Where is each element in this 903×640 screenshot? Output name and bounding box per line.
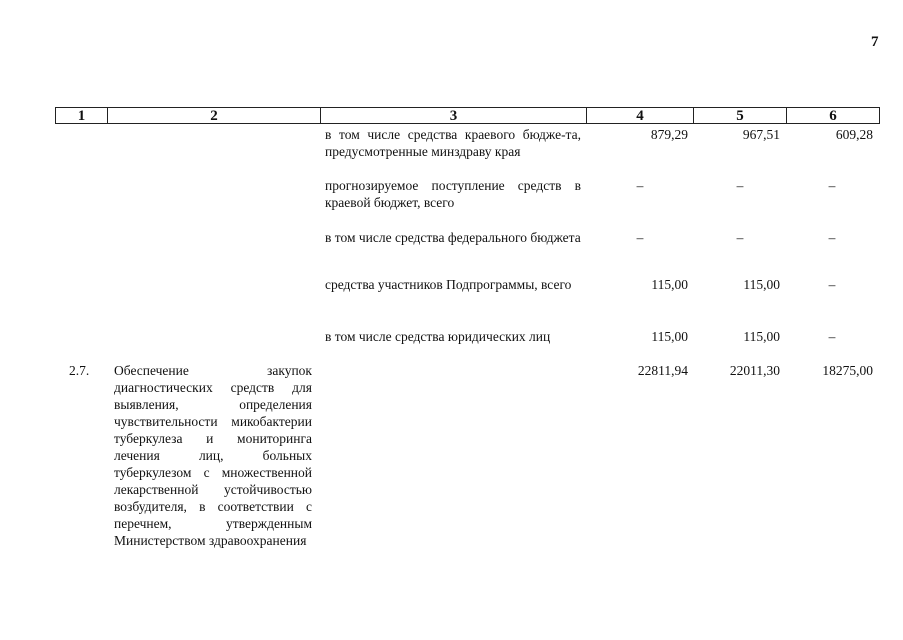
item-value-col6: 18275,00 xyxy=(822,363,873,378)
row-value-col5: 115,00 xyxy=(743,277,780,292)
row-value-col6: 609,28 xyxy=(835,127,873,142)
row-description: в том числе средства краевого бюдже-та, предусмотренные минздраву края xyxy=(325,127,581,159)
item-value-col5: 22011,30 xyxy=(729,363,780,378)
column-header-2: 2 xyxy=(108,108,321,124)
column-header-1: 1 xyxy=(56,108,108,124)
column-header-4: 4 xyxy=(587,108,694,124)
column-header-row xyxy=(56,108,880,124)
row-description: средства участников Подпрограммы, всего xyxy=(325,277,572,292)
item-value-col4: 22811,94 xyxy=(637,363,688,378)
item-number: 2.7. xyxy=(69,363,90,378)
row-value-col4: – xyxy=(636,230,644,245)
row-value-col4: 115,00 xyxy=(651,329,688,344)
row-description: в том числе средства федерального бюджета xyxy=(325,230,581,245)
column-header-3: 3 xyxy=(321,108,587,124)
row-description: прогнозируемое поступление средств в краевой бюджет, всего xyxy=(325,178,581,210)
row-value-col6: – xyxy=(828,178,836,193)
row-value-col6: – xyxy=(828,329,836,344)
column-header-6: 6 xyxy=(787,108,880,124)
page-number: 7 xyxy=(871,34,879,50)
row-value-col4: 879,29 xyxy=(650,127,688,142)
column-header-5: 5 xyxy=(694,108,787,124)
row-value-col4: 115,00 xyxy=(651,277,688,292)
row-value-col5: 967,51 xyxy=(742,127,780,142)
row-description: в том числе средства юридических лиц xyxy=(325,329,551,344)
row-value-col6: – xyxy=(828,277,836,292)
row-value-col5: 115,00 xyxy=(743,329,780,344)
row-value-col5: – xyxy=(736,178,744,193)
row-value-col5: – xyxy=(736,230,744,245)
column-header-table xyxy=(55,107,880,124)
row-value-col6: – xyxy=(828,230,836,245)
row-value-col4: – xyxy=(636,178,644,193)
item-name: Обеспечение закупок диагностических средств для выявления, определения чувствительности микобактерии туберкулеза и мониторинга лечения лиц, больных туберкулезом с множественной лекарственной устойчивостью возбудителя, в соответствии с перечнем, утвержденным Министерством здравоохранения xyxy=(114,363,312,548)
